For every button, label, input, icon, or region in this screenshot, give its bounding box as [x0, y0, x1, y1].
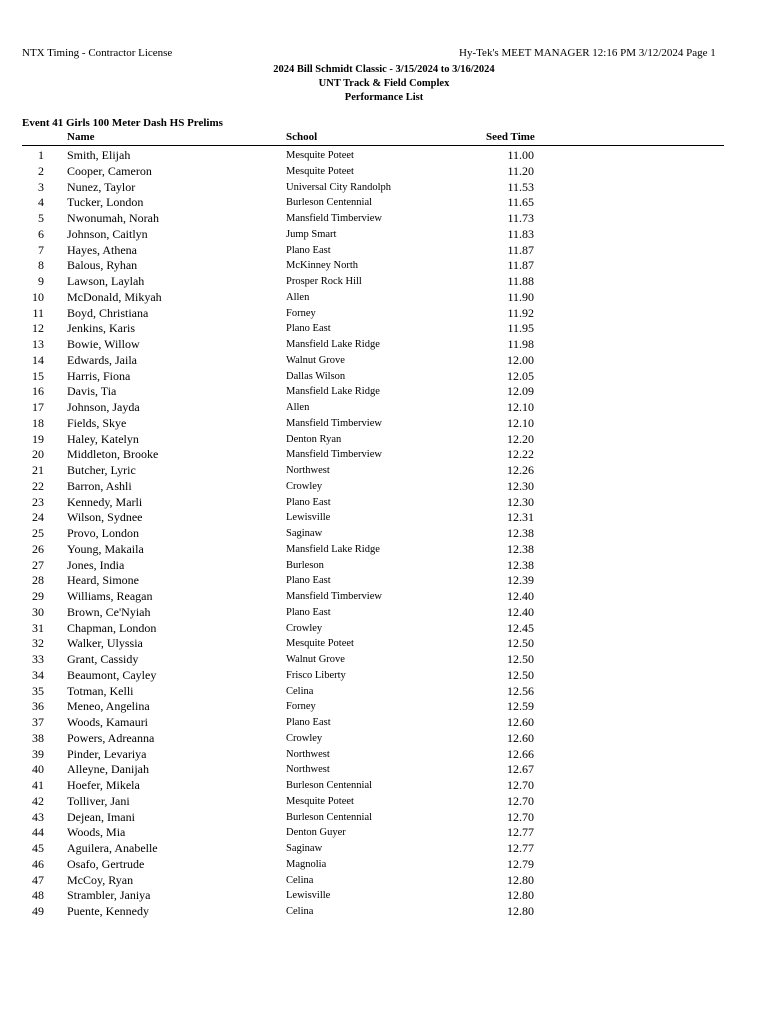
table-row	[0, 888, 768, 904]
athlete-name: Powers, Adreanna	[67, 730, 155, 745]
place-number: 29	[32, 589, 44, 603]
athlete-name: Strambler, Janiya	[67, 888, 151, 903]
school-name: Plano East	[286, 323, 331, 335]
school-name: Mansfield Timberview	[286, 417, 382, 429]
seed-time: 12.56	[507, 683, 534, 698]
table-row	[0, 810, 768, 826]
athlete-name: Davis, Tia	[67, 384, 117, 399]
place-number: 44	[32, 825, 44, 840]
school-name: Denton Guyer	[286, 827, 346, 839]
school-name: Celina	[286, 874, 314, 886]
place-number: 46	[32, 856, 44, 871]
place-number: 10	[32, 289, 44, 304]
school-name: Frisco Liberty	[286, 669, 346, 681]
venue-title: UNT Track & Field Complex	[318, 78, 450, 89]
meet-title: 2024 Bill Schmidt Classic - 3/15/2024 to 3/16/2024	[273, 64, 495, 75]
athlete-name: Fields, Skye	[67, 415, 127, 430]
place-number: 45	[32, 841, 44, 855]
place-number: 38	[32, 730, 44, 745]
place-number: 13	[32, 337, 44, 351]
athlete-name: Jones, India	[67, 557, 125, 572]
school-name: Lewisville	[286, 890, 331, 902]
school-name: Mesquite Poteet	[286, 795, 354, 807]
school-name: Forney	[286, 307, 316, 319]
place-number: 20	[32, 447, 44, 462]
seed-time: 12.05	[507, 368, 534, 383]
place-number: 25	[32, 526, 44, 540]
place-number: 37	[32, 715, 44, 729]
athlete-name: Tolliver, Jani	[67, 793, 130, 808]
seed-time: 12.80	[507, 872, 534, 887]
school-name: Dallas Wilson	[286, 370, 346, 382]
place-number: 2	[38, 163, 44, 178]
seed-time: 12.67	[507, 762, 534, 777]
table-row	[0, 573, 768, 589]
place-number: 17	[32, 400, 44, 414]
table-row	[0, 463, 768, 479]
athlete-name: Middleton, Brooke	[67, 447, 159, 462]
table-row	[0, 447, 768, 463]
table-row	[0, 258, 768, 274]
table-row	[0, 400, 768, 416]
athlete-name: Hoefer, Mikela	[67, 778, 140, 792]
place-number: 1	[38, 148, 44, 162]
school-name: Mansfield Timberview	[286, 591, 382, 602]
school-name: Burleson Centennial	[286, 197, 373, 209]
school-name: Northwest	[286, 764, 330, 776]
school-name: Mesquite Poteet	[286, 165, 354, 177]
athlete-name: Dejean, Imani	[67, 809, 135, 824]
seed-time: 11.87	[507, 242, 534, 257]
school-name: Denton Ryan	[286, 433, 342, 445]
school-name: Mansfield Lake Ridge	[286, 543, 380, 555]
seed-time: 11.88	[507, 274, 534, 288]
seed-time: 12.40	[507, 589, 534, 603]
place-number: 18	[32, 415, 44, 430]
seed-time: 11.53	[507, 179, 534, 194]
school-name: Burleson Centennial	[286, 780, 373, 791]
school-name: Saginaw	[286, 843, 323, 854]
athlete-name: Wilson, Sydnee	[67, 510, 143, 525]
seed-time: 12.60	[507, 730, 534, 745]
place-number: 24	[32, 510, 44, 525]
school-name: Mansfield Lake Ridge	[286, 339, 380, 350]
athlete-name: Puente, Kennedy	[67, 904, 149, 918]
school-name: McKinney North	[286, 260, 359, 272]
table-row	[0, 164, 768, 180]
table-row	[0, 873, 768, 889]
place-number: 42	[32, 793, 44, 808]
seed-time: 12.40	[507, 604, 534, 619]
seed-time: 12.80	[507, 888, 534, 903]
school-name: Northwest	[286, 748, 330, 760]
athlete-name: Beaumont, Cayley	[67, 667, 157, 682]
seed-time: 12.38	[507, 557, 534, 572]
place-number: 7	[38, 242, 44, 257]
athlete-name: Aguilera, Anabelle	[67, 841, 158, 855]
athlete-name: Nunez, Taylor	[67, 179, 136, 194]
athlete-name: Young, Makaila	[67, 541, 144, 556]
seed-time: 11.98	[507, 337, 534, 351]
seed-time: 12.59	[507, 699, 534, 714]
seed-time: 12.70	[507, 809, 534, 824]
athlete-name: McDonald, Mikyah	[67, 289, 162, 304]
athlete-name: Alleyne, Danijah	[67, 762, 149, 777]
athlete-name: Heard, Simone	[67, 573, 139, 588]
table-row	[0, 652, 768, 668]
athlete-name: Johnson, Caitlyn	[67, 226, 148, 241]
athlete-name: Edwards, Jaila	[67, 352, 137, 367]
place-number: 47	[32, 872, 44, 887]
seed-time: 12.77	[507, 841, 534, 855]
table-row	[0, 558, 768, 574]
license-text: NTX Timing - Contractor License	[22, 47, 173, 59]
place-number: 5	[38, 211, 44, 225]
athlete-name: Jenkins, Karis	[67, 321, 135, 336]
place-number: 30	[32, 604, 44, 619]
school-name: Magnolia	[286, 858, 327, 870]
athlete-name: Butcher, Lyric	[67, 463, 136, 477]
place-number: 40	[32, 762, 44, 777]
school-name: Forney	[286, 701, 316, 713]
table-row	[0, 605, 768, 621]
seed-time: 12.10	[507, 400, 534, 414]
athlete-name: Hayes, Athena	[67, 242, 137, 257]
seed-time: 11.65	[507, 195, 534, 210]
athlete-name: Williams, Reagan	[67, 589, 153, 603]
table-row	[0, 432, 768, 448]
school-name: Allen	[286, 291, 310, 303]
seed-time: 12.09	[507, 384, 534, 399]
place-number: 19	[32, 431, 44, 446]
table-row	[0, 542, 768, 558]
athlete-name: Balous, Ryhan	[67, 258, 138, 273]
place-number: 49	[32, 904, 44, 918]
place-number: 9	[38, 274, 44, 288]
column-header-name: Name	[67, 131, 95, 143]
seed-time: 12.45	[507, 620, 534, 635]
table-row	[0, 684, 768, 700]
school-name: Saginaw	[286, 528, 323, 539]
seed-time: 12.50	[507, 636, 534, 651]
place-number: 6	[38, 226, 44, 241]
athlete-name: Smith, Elijah	[67, 148, 131, 162]
table-row	[0, 668, 768, 684]
place-number: 4	[38, 195, 44, 210]
place-number: 35	[32, 683, 44, 698]
event-title: Event 41 Girls 100 Meter Dash HS Prelims	[22, 117, 223, 129]
school-name: Celina	[286, 685, 314, 697]
seed-time: 12.38	[507, 541, 534, 556]
seed-time: 12.10	[507, 415, 534, 430]
athlete-name: Cooper, Cameron	[67, 163, 152, 178]
table-row	[0, 148, 768, 164]
school-name: Jump Smart	[286, 228, 337, 240]
school-name: Mansfield Lake Ridge	[286, 386, 380, 398]
place-number: 16	[32, 384, 44, 399]
school-name: Crowley	[286, 480, 323, 492]
seed-time: 11.87	[507, 258, 534, 273]
athlete-name: Osafo, Gertrude	[67, 856, 145, 871]
meet-manager-stamp: Hy-Tek's MEET MANAGER 12:16 PM 3/12/2024 Page 1	[459, 47, 716, 59]
seed-time: 12.80	[507, 904, 534, 918]
seed-time: 12.77	[507, 825, 534, 840]
seed-time: 12.39	[507, 573, 534, 588]
seed-time: 12.30	[507, 478, 534, 493]
athlete-name: Woods, Kamauri	[67, 715, 149, 729]
school-name: Plano East	[286, 717, 331, 728]
school-name: Plano East	[286, 606, 331, 618]
school-name: Mansfield Timberview	[286, 449, 382, 461]
place-number: 27	[32, 557, 44, 572]
table-row	[0, 369, 768, 385]
table-row	[0, 274, 768, 290]
place-number: 43	[32, 809, 44, 824]
athlete-name: Pinder, Levariya	[67, 746, 147, 761]
table-row	[0, 321, 768, 337]
place-number: 26	[32, 541, 44, 556]
seed-time: 12.00	[507, 352, 534, 367]
athlete-name: Nwonumah, Norah	[67, 211, 159, 225]
school-name: Plano East	[286, 575, 331, 587]
place-number: 11	[32, 305, 44, 320]
table-row	[0, 526, 768, 542]
place-number: 8	[38, 258, 44, 273]
athlete-name: Boyd, Christiana	[67, 305, 149, 320]
school-name: Plano East	[286, 496, 331, 508]
school-name: Burleson	[286, 559, 324, 571]
school-name: Burleson Centennial	[286, 811, 373, 823]
school-name: Walnut Grove	[286, 654, 345, 665]
seed-time: 11.00	[507, 148, 534, 162]
table-row	[0, 337, 768, 353]
table-row	[0, 762, 768, 778]
seed-time: 11.83	[507, 226, 534, 241]
seed-time: 12.60	[507, 715, 534, 729]
table-row	[0, 384, 768, 400]
seed-time: 12.26	[507, 463, 534, 477]
table-row	[0, 306, 768, 322]
seed-time: 12.30	[507, 494, 534, 509]
performance-list	[0, 148, 768, 920]
school-name: Allen	[286, 402, 310, 413]
seed-time: 12.79	[507, 856, 534, 871]
table-row	[0, 841, 768, 857]
place-number: 33	[32, 652, 44, 666]
table-row	[0, 479, 768, 495]
seed-time: 12.70	[507, 793, 534, 808]
seed-time: 11.73	[507, 211, 534, 225]
school-name: Mesquite Poteet	[286, 150, 354, 161]
athlete-name: Provo, London	[67, 526, 139, 540]
school-name: Crowley	[286, 622, 323, 634]
table-row	[0, 747, 768, 763]
seed-time: 12.31	[507, 510, 534, 525]
report-header	[0, 63, 768, 105]
seed-time: 11.92	[507, 305, 534, 320]
athlete-name: Kennedy, Marli	[67, 494, 143, 509]
athlete-name: Walker, Ulyssia	[67, 636, 143, 651]
seed-time: 11.90	[507, 289, 534, 304]
place-number: 31	[32, 620, 44, 635]
athlete-name: McCoy, Ryan	[67, 872, 134, 887]
table-row	[0, 180, 768, 196]
place-number: 39	[32, 746, 44, 761]
place-number: 15	[32, 368, 44, 383]
place-number: 3	[38, 179, 44, 194]
school-name: Universal City Randolph	[286, 181, 391, 193]
athlete-name: Totman, Kelli	[67, 683, 134, 698]
table-row	[0, 699, 768, 715]
athlete-name: Chapman, London	[67, 620, 157, 635]
seed-time: 12.70	[507, 778, 534, 792]
table-row	[0, 621, 768, 637]
school-name: Lewisville	[286, 512, 331, 524]
seed-time: 12.38	[507, 526, 534, 540]
table-row	[0, 715, 768, 731]
table-row	[0, 589, 768, 605]
table-row	[0, 636, 768, 652]
place-number: 48	[32, 888, 44, 903]
table-row	[0, 857, 768, 873]
school-name: Northwest	[286, 465, 330, 476]
table-row	[0, 353, 768, 369]
athlete-name: Johnson, Jayda	[67, 400, 140, 414]
place-number: 28	[32, 573, 44, 588]
seed-time: 11.20	[507, 163, 534, 178]
table-row	[0, 243, 768, 259]
table-row	[0, 211, 768, 227]
place-number: 21	[32, 463, 44, 477]
table-row	[0, 195, 768, 211]
table-row	[0, 510, 768, 526]
table-row	[0, 778, 768, 794]
seed-time: 12.50	[507, 667, 534, 682]
table-row	[0, 495, 768, 511]
place-number: 32	[32, 636, 44, 651]
school-name: Prosper Rock Hill	[286, 276, 362, 287]
seed-time: 12.66	[507, 746, 534, 761]
table-row	[0, 416, 768, 432]
table-row	[0, 290, 768, 306]
school-name: Crowley	[286, 732, 323, 744]
seed-time: 12.50	[507, 652, 534, 666]
column-header-seed-time: Seed Time	[486, 131, 535, 143]
seed-time: 12.20	[507, 431, 534, 446]
athlete-name: Woods, Mia	[67, 825, 126, 840]
report-title: Performance List	[344, 92, 424, 103]
athlete-name: Harris, Fiona	[67, 368, 131, 383]
school-name: Celina	[286, 906, 314, 917]
seed-time: 12.22	[507, 447, 534, 462]
seed-time: 11.95	[507, 321, 534, 336]
table-row	[0, 794, 768, 810]
athlete-name: Grant, Cassidy	[67, 652, 139, 666]
athlete-name: Bowie, Willow	[67, 337, 140, 351]
athlete-name: Barron, Ashli	[67, 478, 132, 493]
athlete-name: Tucker, London	[67, 195, 144, 210]
header-rule	[22, 145, 724, 146]
column-header-school: School	[286, 131, 318, 143]
school-name: Walnut Grove	[286, 354, 345, 366]
athlete-name: Haley, Katelyn	[67, 431, 139, 446]
school-name: Mansfield Timberview	[286, 213, 382, 224]
table-row	[0, 731, 768, 747]
athlete-name: Meneo, Angelina	[67, 699, 150, 714]
table-row	[0, 904, 768, 920]
place-number: 34	[32, 667, 44, 682]
school-name: Mesquite Poteet	[286, 638, 354, 650]
place-number: 12	[32, 321, 44, 336]
school-name: Plano East	[286, 244, 331, 256]
place-number: 36	[32, 699, 44, 714]
athlete-name: Lawson, Laylah	[67, 274, 145, 288]
place-number: 22	[32, 478, 44, 493]
athlete-name: Brown, Ce'Nyiah	[67, 604, 151, 619]
place-number: 14	[32, 352, 44, 367]
place-number: 41	[32, 778, 44, 792]
place-number: 23	[32, 494, 44, 509]
table-row	[0, 227, 768, 243]
table-row	[0, 825, 768, 841]
